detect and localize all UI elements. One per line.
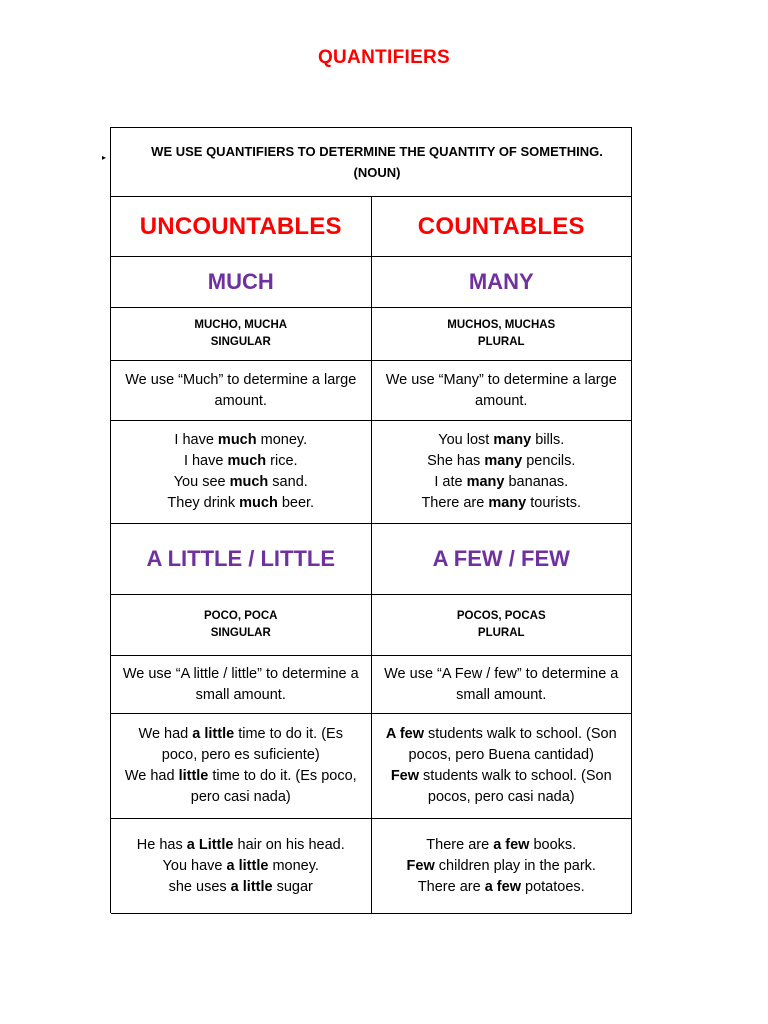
- translation-many: MUCHOS, MUCHAS: [447, 319, 556, 331]
- quantifier-row-2: [111, 524, 632, 595]
- quantifier-emphasis: a little: [226, 857, 269, 874]
- definition-much-cell: [111, 361, 372, 421]
- quantifier-emphasis: many: [466, 474, 505, 490]
- quantifier-emphasis: A few: [385, 726, 424, 742]
- quantifier-a-few: A FEW / FEW: [372, 524, 633, 595]
- translation-little-cell: [111, 595, 372, 656]
- quantifier-emphasis: a Little: [186, 836, 234, 853]
- examples-few-a-cell: [372, 714, 633, 819]
- quantifier-emphasis: Few: [390, 768, 420, 784]
- definition-much: We use “Much” to determine a large amount.: [125, 371, 357, 409]
- category-countables: COUNTABLES: [372, 197, 633, 257]
- translation-many-cell: [372, 308, 633, 361]
- example-sentence: Few students walk to school. (Son pocos, pero casi nada): [390, 768, 612, 805]
- definition-many-cell: [372, 361, 633, 421]
- example-sentence: She has many pencils.: [427, 453, 576, 469]
- definition-few-cell: [372, 656, 633, 714]
- examples-many: [413, 430, 589, 514]
- quantifier-emphasis: Few: [406, 857, 435, 874]
- category-row: [111, 197, 632, 257]
- examples-few-a: [372, 724, 632, 808]
- definition-row-1: [111, 361, 632, 421]
- quantifier-emphasis: many: [488, 495, 527, 511]
- example-sentence: There are many tourists.: [421, 495, 582, 511]
- example-sentence: We had little time to do it. (Es poco, pero casi nada): [124, 768, 357, 805]
- example-sentence: You see much sand.: [173, 474, 308, 490]
- quantifier-emphasis: many: [484, 453, 523, 469]
- example-sentence: I have much money.: [174, 432, 308, 448]
- examples-row-2b: [111, 819, 632, 914]
- examples-little-b-cell: [111, 819, 372, 914]
- quantifier-much: MUCH: [111, 257, 372, 308]
- examples-row-2a: [111, 714, 632, 819]
- quantifier-emphasis: a little: [230, 878, 273, 895]
- quantifier-emphasis: much: [227, 453, 267, 469]
- translation-row-1: [111, 308, 632, 361]
- number-little: SINGULAR: [210, 627, 271, 639]
- quantifier-emphasis: much: [239, 495, 278, 511]
- quantifier-emphasis: a few: [493, 836, 530, 853]
- quantifier-a-little: A LITTLE / LITTLE: [111, 524, 372, 595]
- translation-row-2: [111, 595, 632, 656]
- intro-text: WE USE QUANTIFIERS TO DETERMINE THE QUANTITY OF SOMETHING. (NOUN): [151, 144, 603, 180]
- category-uncountables: UNCOUNTABLES: [111, 197, 372, 257]
- intro-cell: [102, 128, 632, 197]
- quantifier-row-1: [111, 257, 632, 308]
- example-sentence: I ate many bananas.: [434, 474, 569, 490]
- page-title: QUANTIFIERS: [317, 47, 451, 68]
- example-sentence: He has a Little hair on his head.: [136, 836, 345, 853]
- translation-few: POCOS, POCAS: [456, 610, 546, 622]
- translation-much: MUCHO, MUCHA: [194, 319, 288, 331]
- example-sentence: There are a few potatoes.: [417, 878, 585, 895]
- definition-little-cell: [111, 656, 372, 714]
- example-sentence: A few students walk to school. (Son pocos, pero Buena cantidad): [385, 726, 617, 763]
- quantifier-emphasis: much: [229, 474, 269, 490]
- number-few: PLURAL: [477, 627, 525, 639]
- examples-little-a-cell: [111, 714, 372, 819]
- number-much: SINGULAR: [210, 336, 271, 348]
- examples-many-cell: [372, 421, 633, 524]
- definition-little: We use “A little / little” to determine a small amount.: [122, 665, 359, 703]
- examples-little-b: [129, 835, 353, 898]
- translation-little: POCO, POCA: [204, 610, 278, 622]
- quantifier-emphasis: little: [178, 768, 209, 784]
- bullet-icon: ▸: [102, 153, 107, 162]
- examples-much-cell: [111, 421, 372, 524]
- examples-little-a: [111, 724, 371, 808]
- number-many: PLURAL: [477, 336, 525, 348]
- example-sentence: We had a little time to do it. (Es poco, pero es suficiente): [138, 726, 343, 763]
- definition-row-2: [111, 656, 632, 714]
- examples-row-1: [111, 421, 632, 524]
- examples-few-b-cell: [372, 819, 633, 914]
- quantifier-emphasis: much: [217, 432, 257, 448]
- example-sentence: I have much rice.: [183, 453, 298, 469]
- definition-many: We use “Many” to determine a large amount.: [385, 371, 617, 409]
- quantifier-emphasis: a few: [484, 878, 521, 895]
- quantifier-emphasis: many: [493, 432, 532, 448]
- example-sentence: she uses a little sugar: [168, 878, 313, 895]
- examples-much: [159, 430, 322, 514]
- translation-much-cell: [111, 308, 372, 361]
- example-sentence: They drink much beer.: [167, 495, 315, 511]
- example-sentence: You have a little money.: [162, 857, 319, 874]
- example-sentence: Few children play in the park.: [406, 857, 596, 874]
- quantifier-emphasis: a little: [192, 726, 235, 742]
- example-sentence: You lost many bills.: [438, 432, 565, 448]
- intro-block: [102, 141, 631, 183]
- intro-row: [102, 128, 632, 197]
- quantifiers-table: [102, 127, 632, 913]
- quantifier-many: MANY: [372, 257, 633, 308]
- example-sentence: There are a few books.: [426, 836, 577, 853]
- definition-few: We use “A Few / few” to determine a small amount.: [384, 665, 619, 703]
- examples-few-b: [399, 835, 604, 898]
- translation-few-cell: [372, 595, 633, 656]
